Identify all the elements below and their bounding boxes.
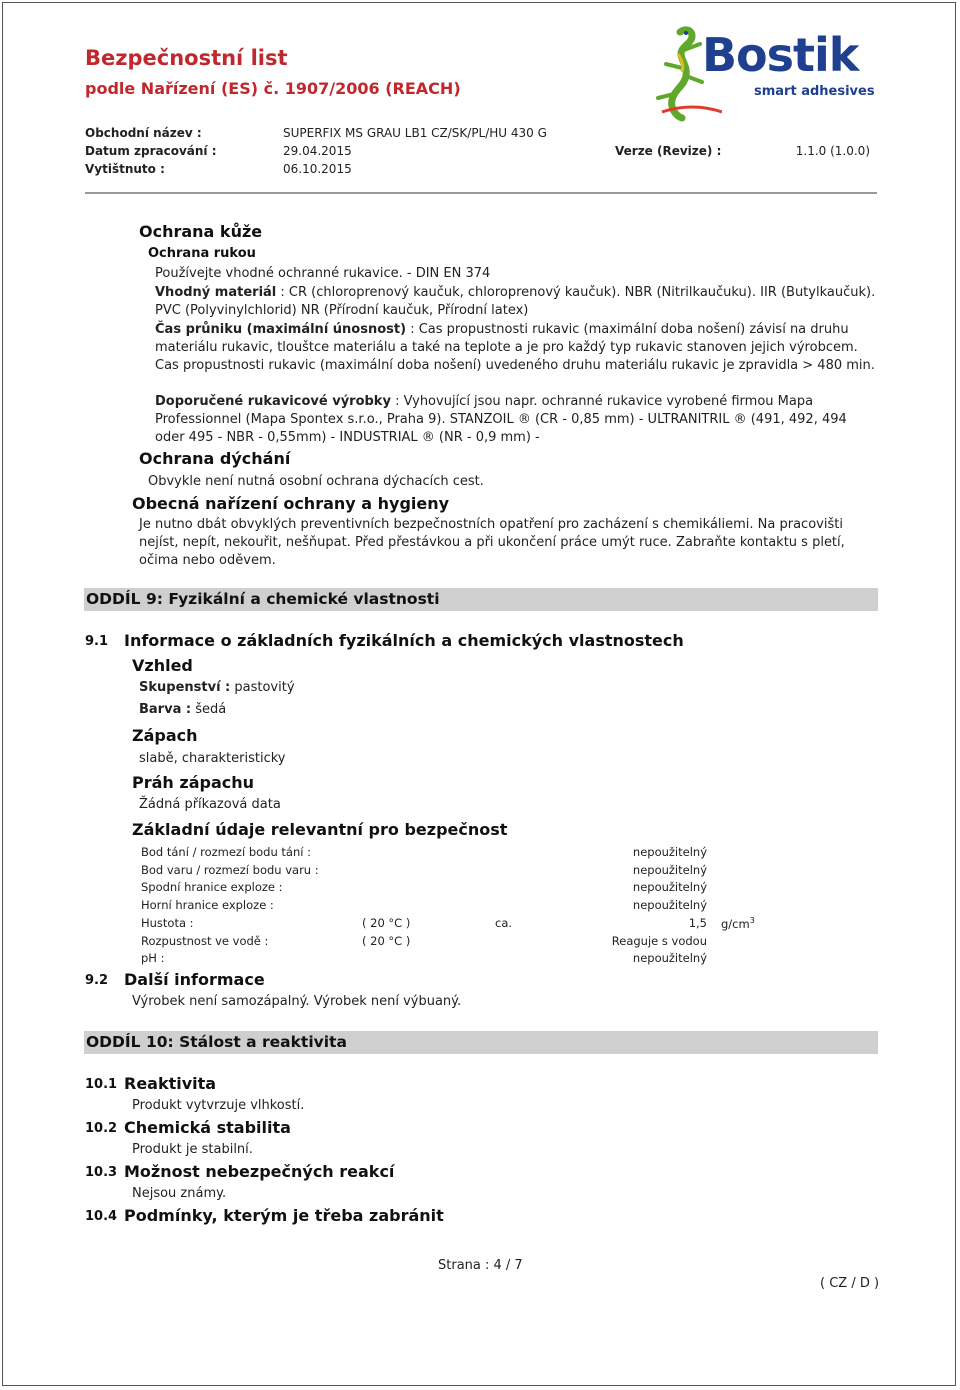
brand-wordmark: Bostik bbox=[702, 28, 859, 82]
bostik-logo bbox=[652, 24, 882, 124]
section9-2-title: Další informace bbox=[124, 970, 265, 989]
version-value: 1.1.0 (1.0.0) bbox=[795, 144, 870, 158]
property-label: Hustota : bbox=[141, 916, 194, 930]
version-label: Verze (Revize) : bbox=[615, 144, 722, 158]
odor-heading: Zápach bbox=[132, 726, 198, 745]
brand-tagline: smart adhesives bbox=[754, 84, 875, 99]
property-value: 1,5 bbox=[688, 916, 707, 930]
page-number: Strana : 4 / 7 bbox=[438, 1258, 523, 1273]
printed-label: Vytištnuto : bbox=[85, 162, 165, 176]
trade-name-value: SUPERFIX MS GRAU LB1 CZ/SK/PL/HU 430 G bbox=[283, 126, 547, 140]
property-value: nepoužitelný bbox=[632, 951, 707, 965]
hygiene-heading: Obecná nařízení ochrany a hygieny bbox=[132, 494, 450, 513]
printed-value: 06.10.2015 bbox=[283, 162, 352, 176]
hands-heading: Ochrana rukou bbox=[148, 246, 256, 261]
breathing-text: Obvykle není nutná osobní ochrana dýchacích cest. bbox=[148, 474, 484, 489]
section10-3-text: Nejsou známy. bbox=[132, 1186, 227, 1201]
section10-2-number: 10.2 bbox=[85, 1121, 118, 1136]
section9-2-number: 9.2 bbox=[85, 973, 109, 988]
property-value: Reaguje s vodou bbox=[611, 934, 707, 948]
section9-bar bbox=[84, 588, 878, 611]
section10-2-text: Produkt je stabilní. bbox=[132, 1142, 253, 1157]
section10-3-number: 10.3 bbox=[85, 1165, 118, 1180]
section10-4-number: 10.4 bbox=[85, 1209, 118, 1224]
recommended-paragraph: Doporučené rukavicové výrobky : Vyhovující jsou napr. ochranné rukavice vyrobené firmou Mapa Professionnel (Mapa Spontex s.r.o., Praha 9). STANZOIL ® (CR - 0,85 mm) - ULTRANITRIL ® (491, 492, 494 oder 495 - NBR - 0,55mm) - INDUSTRIAL ® (NR - 0,9 mm) - bbox=[155, 394, 847, 445]
section10-1-title: Reaktivita bbox=[124, 1074, 217, 1093]
property-unit-superscript: 3 bbox=[749, 916, 755, 925]
section9-title: ODDÍL 9: Fyzikální a chemické vlastnosti bbox=[86, 590, 440, 608]
section10-1-text: Produkt vytvrzuje vlhkostí. bbox=[132, 1098, 305, 1113]
odor-threshold-value: Žádná příkazová data bbox=[139, 797, 281, 812]
breakthrough-paragraph: Čas průniku (maximální únosnost) : Cas propustnosti rukavic (maximální doba nošení) závisí na druhu materiálu rukavic, tlouštce materiálu a také na teplote a je pro každý typ rukavic stanoven jejich výrobcem. Cas propustnosti rukavic (maximální doba nošení) uvedeného druhu materiálu rukavic je zpravidla > 480 min. bbox=[155, 322, 875, 373]
section9-1-title: Informace o základních fyzikálních a chemických vlastnostech bbox=[124, 631, 684, 650]
property-label: Bod tání / rozmezí bodu tání : bbox=[141, 845, 311, 859]
property-value: nepoužitelný bbox=[632, 880, 707, 894]
trade-name-label: Obchodní název : bbox=[85, 126, 202, 140]
section10-2-title: Chemická stabilita bbox=[124, 1118, 291, 1137]
section10-title: ODDÍL 10: Stálost a reaktivita bbox=[86, 1033, 347, 1051]
document-subtitle: podle Nařízení (ES) č. 1907/2006 (REACH) bbox=[85, 79, 461, 98]
property-label: Bod varu / rozmezí bodu varu : bbox=[141, 863, 319, 877]
property-condition: ( 20 °C ) bbox=[362, 916, 411, 930]
gloves-line: Používejte vhodné ochranné rukavice. - DIN EN 374 bbox=[155, 266, 491, 281]
skin-heading: Ochrana kůže bbox=[139, 222, 263, 241]
property-value: nepoužitelný bbox=[632, 845, 707, 859]
state-row: Skupenství : pastovitý bbox=[139, 680, 295, 695]
odor-threshold-heading: Práh zápachu bbox=[132, 773, 254, 792]
document-title: Bezpečnostní list bbox=[85, 46, 288, 70]
appearance-heading: Vzhled bbox=[132, 656, 193, 675]
property-value: nepoužitelný bbox=[632, 898, 707, 912]
safety-heading: Základní údaje relevantní pro bezpečnost bbox=[132, 820, 508, 839]
section9-2-text: Výrobek není samozápalný. Výrobek není výbuaný. bbox=[132, 994, 462, 1009]
section9-1-number: 9.1 bbox=[85, 634, 109, 649]
section10-3-title: Možnost nebezpečných reakcí bbox=[124, 1162, 395, 1181]
date-label: Datum zpracování : bbox=[85, 144, 217, 158]
language-code: ( CZ / D ) bbox=[820, 1276, 880, 1291]
property-label: Rozpustnost ve vodě : bbox=[141, 934, 269, 948]
property-condition: ( 20 °C ) bbox=[362, 934, 411, 948]
odor-value: slabě, charakteristicky bbox=[139, 751, 286, 766]
breathing-heading: Ochrana dýchání bbox=[139, 449, 291, 468]
property-value: nepoužitelný bbox=[632, 863, 707, 877]
property-approx: ca. bbox=[495, 916, 513, 930]
date-value: 29.04.2015 bbox=[283, 144, 352, 158]
material-paragraph: Vhodný materiál : CR (chloroprenový kaučuk, chloroprenový kaučuk). NBR (Nitrilkaučuku). IIR (Butylkaučuk). PVC (Polyvinylchlorid) NR (Přírodní kaučuk, Přírodní latex) bbox=[155, 285, 876, 318]
property-label: pH : bbox=[141, 951, 165, 965]
property-label: Spodní hranice exploze : bbox=[141, 880, 283, 894]
color-row: Barva : šedá bbox=[139, 702, 227, 717]
section10-bar bbox=[84, 1031, 878, 1054]
property-label: Horní hranice exploze : bbox=[141, 898, 274, 912]
header-divider bbox=[85, 192, 877, 194]
section10-1-number: 10.1 bbox=[85, 1077, 118, 1092]
section10-4-title: Podmínky, kterým je třeba zabránit bbox=[124, 1206, 444, 1225]
hygiene-text: Je nutno dbát obvyklých preventivních bezpečnostních opatření pro zacházení s chemikáliemi. Na pracovišti nejíst, nepít, nekouřit, nešňupat. Před přestávkou a při ukončení práce umýt ruce. Zabraňte kontaktu s pletí, očima nebo oděvem. bbox=[139, 517, 845, 568]
property-unit: $g/cm^3$ bbox=[721, 916, 755, 931]
